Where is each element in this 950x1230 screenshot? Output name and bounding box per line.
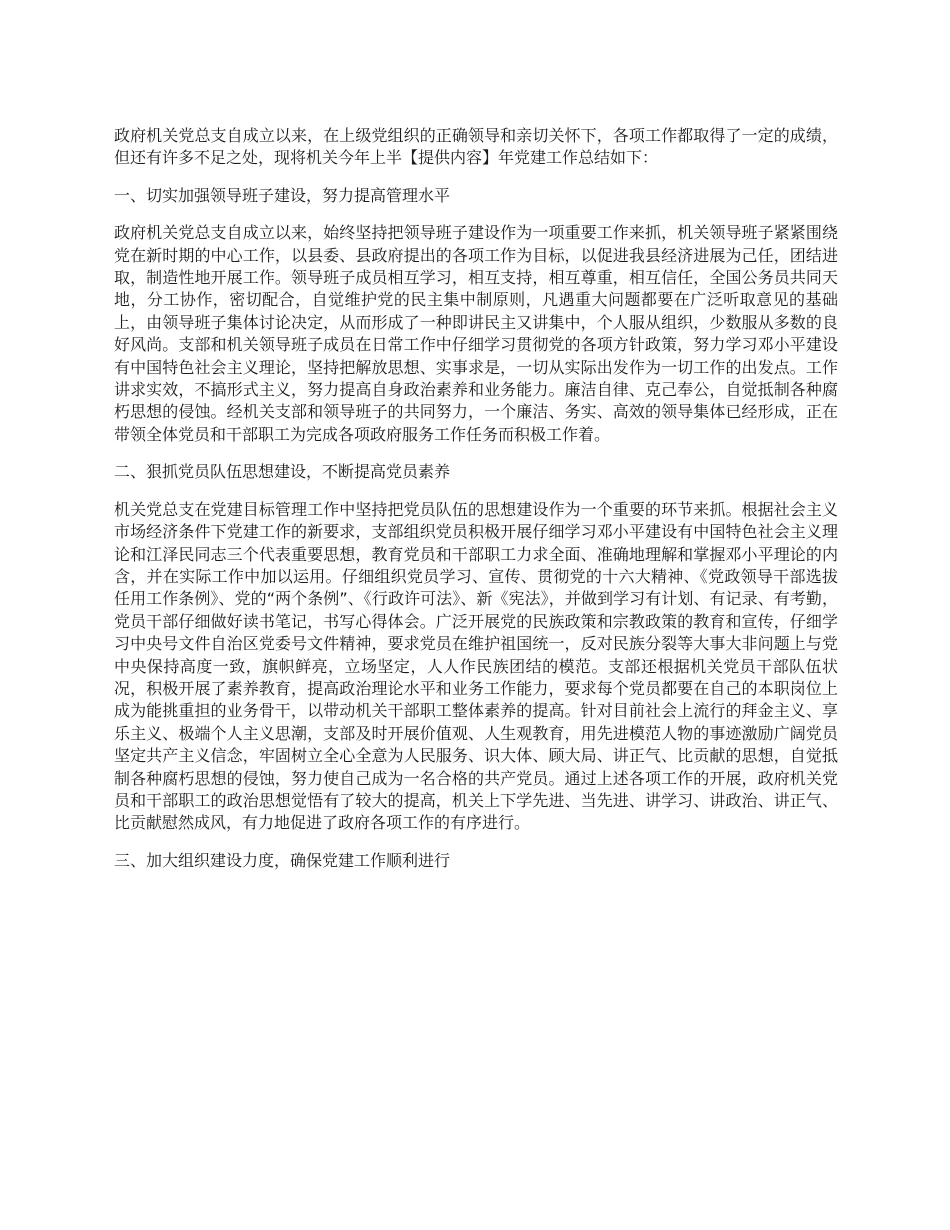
section-heading-2: 二、狠抓党员队伍思想建设，不断提高党员素养 [114,462,451,482]
section-body-2: 机关党总支在党建目标管理工作中坚持把党员队伍的思想建设作为一个重要的环节来抓。根据社会主义市场经济条件下党建工作的新要求，支部组织党员积极开展仔细学习邓小平建设有中国特色社会主义理论和江泽民同志三个代表重要思想，教育党员和干部职工力求全面、准确地理解和掌握邓小平理论的内含，并在实际工作中加以运用。仔细组织党员学习、宣传、贯彻党的十六大精神、《党政领导干部选拔任用工作条例》、党的“两个条例”、《行政许可法》、新《宪法》，并做到学习有计划、有记录、有考勤，党员干部仔细做好读书笔记，书写心得体会。广泛开展党的民族政策和宗教政策的教育和宣传，仔细学习中央号文件自治区党委号文件精神，要求党员在维护祖国统一，反对民族分裂等大事大非问题上与党中央保持高度一致，旗帜鲜亮，立场坚定，人人作民族团结的模范。支部还根据机关党员干部队伍状况，积极开展了素养教育，提高政治理论水平和业务工作能力，要求每个党员都要在自己的本职岗位上成为能挑重担的业务骨干，以带动机关干部职工整体素养的提高。针对目前社会上流行的拜金主义、享乐主义、极端个人主义思潮，支部及时开展价值观、人生观教育，用先进模范人物的事迹激励广阔党员坚定共产主义信念，牢固树立全心全意为人民服务、识大体、顾大局、讲正气、比贡献的思想，自觉抵制各种腐朽思想的侵蚀，努力使自己成为一名合格的共产党员。通过上述各项工作的开展，政府机关党员和干部职工的政治思想觉悟有了较大的提高，机关上下学先进、当先进、讲学习、讲政治、讲正气、比贡献慰然成风，有力地促进了政府各项工作的有序进行。 [114,499,838,833]
document-page [114,125,838,872]
section-body-1: 政府机关党总支自成立以来，始终坚持把领导班子建设作为一项重要工作来抓，机关领导班子紧紧围绕党在新时期的中心工作，以县委、县政府提出的各项工作为目标，以促进我县经济进展为己任，团结进取，制造性地开展工作。领导班子成员相互学习，相互支持，相互尊重，相互信任，全国公务员共同天地，分工协作，密切配合，自觉维护党的民主集中制原则，凡遇重大问题都要在广泛听取意见的基础上，由领导班子集体讨论决定，从而形成了一种即讲民主又讲集中，个人服从组织，少数服从多数的良好风尚。支部和机关领导班子成员在日常工作中仔细学习贯彻党的各项方针政策，努力学习邓小平建设有中国特色社会主义理论，坚持把解放思想、实事求是，一切从实际出发作为一切工作的出发点。工作讲求实效，不搞形式主义，努力提高自身政治素养和业务能力。廉洁自律、克己奉公，自觉抵制各种腐朽思想的侵蚀。经机关支部和领导班子的共同努力，一个廉洁、务实、高效的领导集体已经形成，正在带领全体党员和干部职工为完成各项政府服务工作任务而积极工作着。 [114,223,838,444]
section-heading-1: 一、切实加强领导班子建设，努力提高管理水平 [114,185,451,205]
intro-paragraph: 政府机关党总支自成立以来，在上级党组织的正确领导和亲切关怀下，各项工作都取得了一定的成绩，但还有许多不足之处，现将机关今年上半【提供内容】年党建工作总结如下： [114,126,838,168]
section-heading-3: 三、加大组织建设力度，确保党建工作顺利进行 [114,850,451,870]
